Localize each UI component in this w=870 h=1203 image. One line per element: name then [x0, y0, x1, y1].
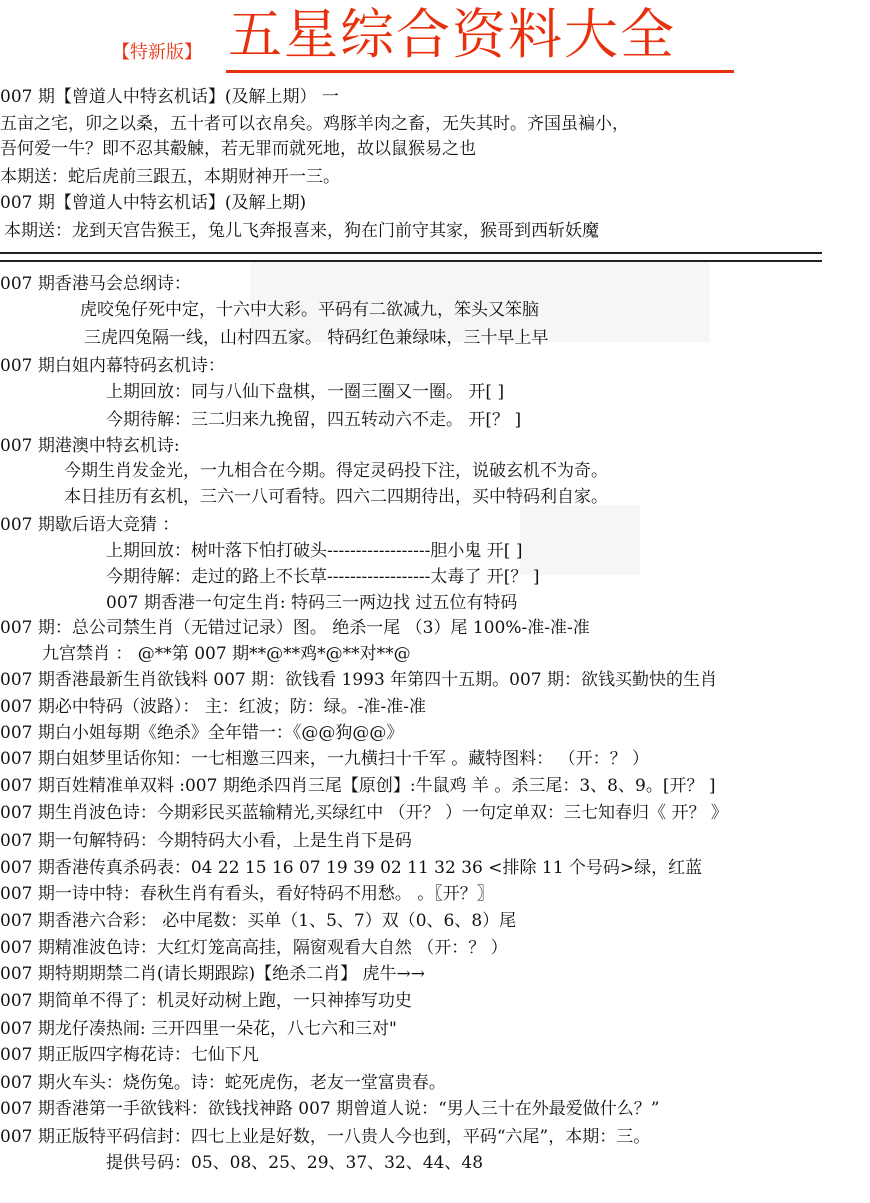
text-line: 007 期百姓精准单双料 :007 期绝杀四肖三尾【原创】:牛鼠鸡 羊 。杀三尾：3、8、9。[开？ ]	[0, 776, 716, 796]
text-line: 今期待解：三二归来九挽留，四五转动六不走。 开[？ ]	[106, 410, 522, 430]
text-line: 007 期一句解特码：今期特码大小看，上是生肖下是码	[0, 831, 412, 851]
text-line: 上期回放：同与八仙下盘棋，一圈三圈又一圈。 开[ ]	[106, 382, 505, 402]
text-line: 吾何爱一牛？即不忍其觳觫，若无罪而就死地，故以鼠猴易之也	[0, 139, 476, 159]
text-line: 五亩之宅，卯之以桑，五十者可以衣帛矣。鸡豚羊肉之畜，无失其时。齐国虽褊小，	[0, 114, 629, 134]
title-underline	[226, 70, 734, 73]
text-line: 007 期港澳中特玄机诗:	[0, 436, 180, 456]
text-line: 007 期香港传真杀码表：04 22 15 16 07 19 39 02 11 32 36 <排除 11 个号码>绿，红蓝	[0, 858, 703, 878]
text-line: 007 期香港六合彩： 必中尾数：买单（1、5、7）双（0、6、8）尾	[0, 911, 517, 931]
separator-rule	[0, 252, 822, 262]
text-line: 007 期正版四字梅花诗：七仙下凡	[0, 1045, 259, 1065]
text-line: 007 期香港最新生肖欲钱料 007 期：欲钱看 1993 年第四十五期。007 期：欲钱买勤快的生肖	[0, 670, 718, 690]
text-line: 007 期精准波色诗：大红灯笼高高挂，隔窗观看大自然 （开：？ ）	[0, 938, 508, 958]
text-line: 007 期一诗中特：春秋生肖有看头，看好特码不用愁。 。〖开？〗	[0, 884, 494, 904]
text-line: 今期生肖发金光，一九相合在今期。得定灵码投下注，说破玄机不为奇。	[64, 461, 608, 481]
text-line: 007 期【曾道人中特玄机话】(及解上期)	[0, 193, 307, 213]
text-line: 本期送：蛇后虎前三跟五，本期财神开一三。	[0, 167, 340, 187]
header	[0, 0, 870, 82]
text-line: 九宫禁肖 ： @**第 007 期**@**鸡*@**对**@	[42, 644, 411, 664]
text-line: 今期待解：走过的路上不长草------------------太毒了 开[？ ]	[106, 567, 540, 587]
text-line: 007 期白小姐每期《绝杀》全年错一：《@@狗@@》	[0, 723, 404, 743]
edition-badge: 【特新版】	[112, 42, 202, 63]
text-line: 007 期香港第一手欲钱料：欲钱找神路 007 期曾道人说：“男人三十在外最爱做什么？”	[0, 1099, 660, 1119]
text-line: 本期送：龙到天宫告猴王，兔儿飞奔报喜来，狗在门前守其家，猴哥到西斩妖魔	[4, 221, 599, 241]
text-line: 007 期白姐内幕特码玄机诗：	[0, 356, 225, 376]
text-line: 007 期生肖波色诗：今期彩民买蓝输精光,买绿红中 （开？ ）一句定单双：三七知春归《 开？ 》	[0, 803, 728, 823]
page-title: 五星综合资料大全	[228, 3, 676, 66]
text-line: 007 期必中特码（波路）： 主：红波；防：绿。-准-准-准	[0, 697, 426, 717]
text-line: 007 期正版特平码信封：四七上业是好数，一八贵人今也到，平码“六尾”，本期：三。	[0, 1127, 651, 1147]
text-line: 007 期火车头：烧伤兔。诗：蛇死虎伤，老友一堂富贵春。	[0, 1073, 446, 1093]
text-line: 007 期简单不得了：机灵好动树上跑，一只神捧写功史	[0, 991, 412, 1011]
text-line: 本日挂历有玄机，三六一八可看特。四六二四期待出，买中特码利自家。	[64, 487, 608, 507]
text-line: 007 期香港马会总纲诗：	[0, 274, 191, 294]
text-line: 007 期白姐梦里话你知：一七相邀三四来，一九横扫十千军 。藏特图料： （开：？ ）	[0, 749, 650, 769]
text-line: 007 期：总公司禁生肖（无错过记录）图。 绝杀一尾 （3）尾 100%-准-准-准	[0, 618, 590, 638]
text-line: 三虎四兔隔一线，山村四五家。 特码红色兼绿味，三十早上早	[84, 328, 549, 348]
text-line: 007 期香港一句定生肖: 特码三一两边找 过五位有特码	[106, 593, 518, 613]
text-line: 007 期特期期禁二肖(请长期跟踪)【绝杀二肖】 虎牛→→	[0, 964, 426, 984]
text-line: 007 期【曾道人中特玄机话】(及解上期） 一	[0, 87, 339, 107]
text-line: 虎咬兔仔死中定，十六中大彩。平码有二欲减九，笨头又笨脑	[80, 300, 539, 320]
text-line: 007 期歇后语大竞猜 ：	[0, 515, 180, 535]
text-line: 提供号码：05、08、25、29、37、32、44、48	[106, 1153, 484, 1173]
text-line: 上期回放：树叶落下怕打破头------------------胆小鬼 开[ ]	[106, 541, 523, 561]
text-line: 007 期龙仔凑热闹: 三开四里一朵花，八七六和三对"	[0, 1019, 397, 1039]
